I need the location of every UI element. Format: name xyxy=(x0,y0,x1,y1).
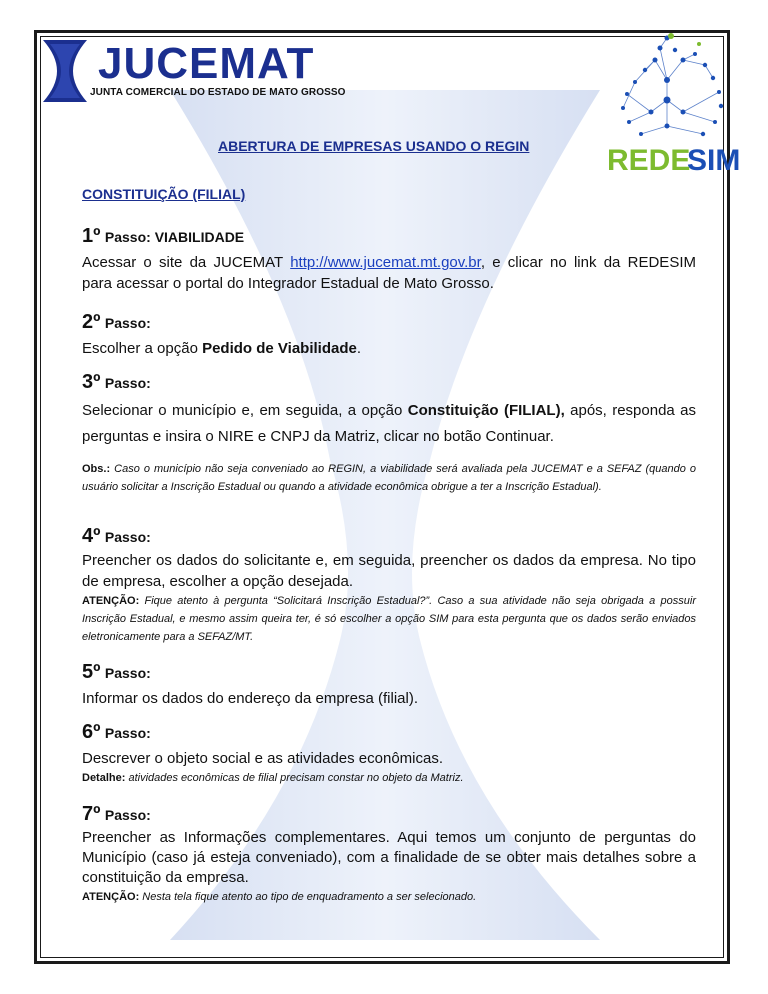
step-label: Passo: xyxy=(104,375,151,391)
step-text: Acessar o site da JUCEMAT http://www.jucemat.mt.gov.br, e clicar no link da REDESIM para acessar o portal do Integrador Estadual de Mato Grosso. xyxy=(82,254,696,292)
step-label: Passo: xyxy=(104,665,151,681)
step-number: 1º xyxy=(82,225,101,247)
redesim-network-icon xyxy=(605,30,741,178)
step-text: Descrever o objeto social e as atividades econômicas. xyxy=(82,750,444,767)
step-number: 2º xyxy=(82,311,101,333)
step-heading xyxy=(82,662,696,682)
step-note: ATENÇÃO: Fique atento à pergunta “Solicitará Inscrição Estadual?”. Caso a sua atividade não seja obrigada a possuir Inscrição Estadual, e mesmo assim queira ter, é só escolher a opção SIM para esta pergunta que os dados serão enviados eletronicamente para a SEFAZ/MT. xyxy=(82,595,696,643)
jucemat-site-link[interactable]: http://www.jucemat.mt.gov.br xyxy=(290,254,481,271)
step-heading xyxy=(82,526,696,546)
step-number: 5º xyxy=(82,661,101,683)
step-number: 3º xyxy=(82,371,101,393)
step-2 xyxy=(82,312,696,359)
step-label: Passo: xyxy=(104,529,151,545)
step-label: Passo: xyxy=(104,315,151,331)
step-heading xyxy=(82,804,696,824)
step-heading xyxy=(82,372,696,392)
step-number: 7º xyxy=(82,803,101,825)
step-5 xyxy=(82,662,696,709)
step-number: 4º xyxy=(82,525,101,547)
step-heading xyxy=(82,312,696,332)
logo-subtitle: JUNTA COMERCIAL DO ESTADO DE MATO GROSSO xyxy=(90,87,346,98)
step-text: Informar os dados do endereço da empresa (filial). xyxy=(82,690,419,707)
step-note: ATENÇÃO: Nesta tela fique atento ao tipo de enquadramento a ser selecionado. xyxy=(82,891,477,903)
section-title: CONSTITUIÇÃO (FILIAL) xyxy=(82,186,246,202)
jucemat-emblem-icon xyxy=(40,38,90,104)
step-number: 6º xyxy=(82,721,101,743)
step-text: Selecionar o município e, em seguida, a opção Constituição (FILIAL), após, responda as perguntas e insira o NIRE e CNPJ da Matriz, clicar no botão Continuar. xyxy=(82,402,696,445)
document-title: ABERTURA DE EMPRESAS USANDO O REGIN xyxy=(218,138,530,154)
step-4 xyxy=(82,526,696,646)
step-7 xyxy=(82,804,696,906)
step-heading xyxy=(82,722,696,742)
step-text: Escolher a opção Pedido de Viabilidade. xyxy=(82,340,362,357)
step-text: Preencher as Informações complementares. Aqui temos um conjunto de perguntas do Município (caso já esteja conveniado), com a finalidade de se obter mais detalhes sobre a constituição da empresa. xyxy=(82,829,696,886)
step-6 xyxy=(82,722,696,787)
logo-title: JUCEMAT xyxy=(98,39,315,88)
step-label: Passo: xyxy=(104,807,151,823)
step-label: Passo: xyxy=(104,725,151,741)
step-note: Detalhe: atividades econômicas de filial precisam constar no objeto da Matriz. xyxy=(82,772,464,784)
step-note: Obs.: Caso o município não seja conveniado ao REGIN, a viabilidade será avaliada pela JUCEMAT e a SEFAZ (quando o usuário solicitar a Inscrição Estadual ou quando a atividade econômica obrigue a ter a Inscrição Estadual). xyxy=(82,463,696,493)
step-3 xyxy=(82,372,696,496)
step-text: Preencher os dados do solicitante e, em seguida, preencher os dados da empresa. No tipo de empresa, escolher a opção desejada. xyxy=(82,552,696,590)
svg-text:SIM: SIM xyxy=(687,144,741,177)
svg-text:REDE: REDE xyxy=(607,144,691,177)
step-heading xyxy=(82,226,696,246)
step-label: Passo: VIABILIDADE xyxy=(104,229,245,245)
step-1 xyxy=(82,226,696,294)
